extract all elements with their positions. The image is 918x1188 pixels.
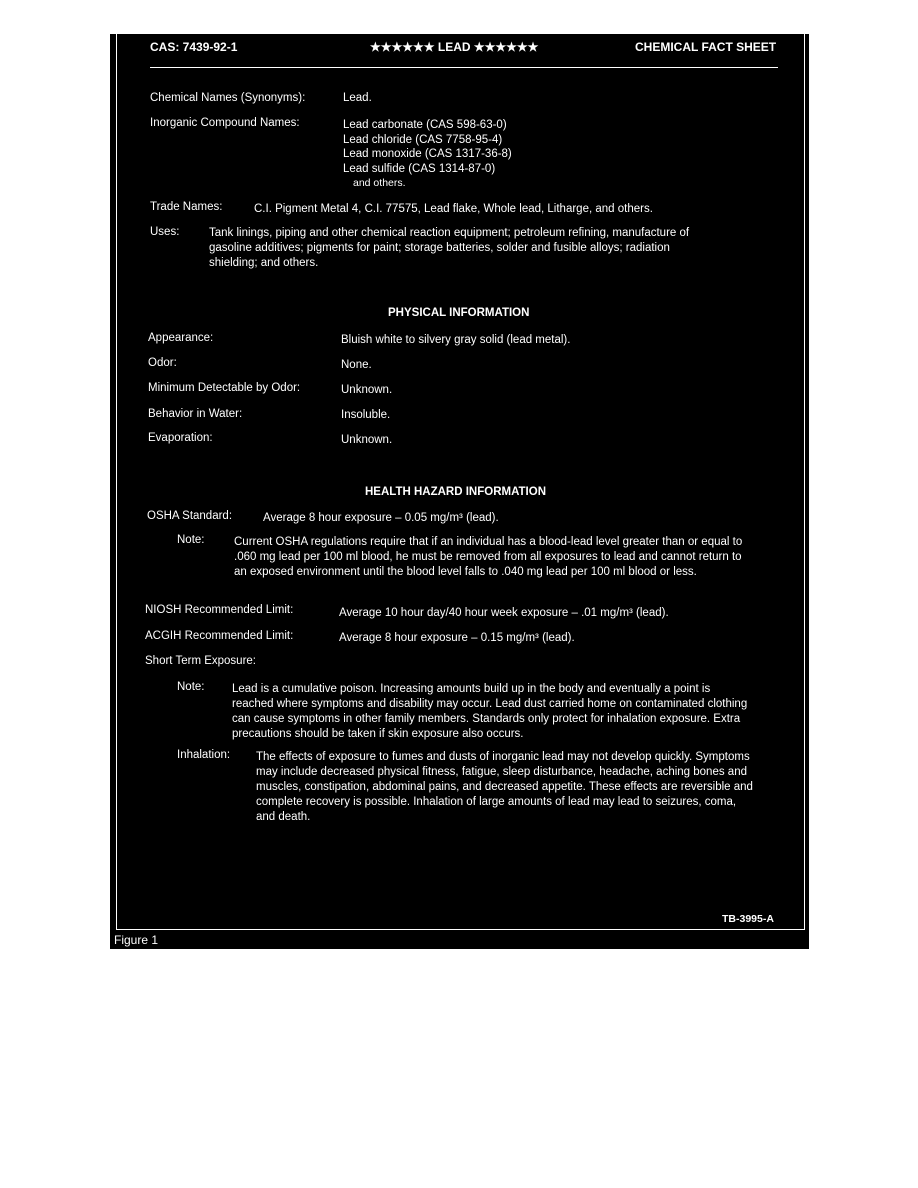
synonyms-label: Chemical Names (Synonyms): <box>150 92 306 104</box>
odor-value: None. <box>341 359 372 371</box>
inhalation-text: The effects of exposure to fumes and dusts of inorganic lead may not develop quickly. Symptoms may include decreased physical fitness, fatigue, sleep disturbance, headache, aching bones and muscles, constipation, abdominal pains, and decreased appetite. These effects are reversible and complete recovery is possible. Inhalation of large amounts of lead may lead to seizures, coma, and death. <box>256 751 753 823</box>
list-item: Lead chloride (CAS 7758-95-4) <box>343 133 503 146</box>
osha-label: OSHA Standard: <box>147 510 233 522</box>
cumulative-note-text: Lead is a cumulative poison. Increasing amounts build up in the body and eventually a point is reached where symptoms and disability may occur. Lead dust carried home on contaminated clothing can cause symptoms in other family members. Standards only protect for inhalation exposure. Extra precautions should be taken if skin exposure also occurs. <box>232 683 748 740</box>
inorganic-list <box>343 118 512 191</box>
niosh-label: NIOSH Recommended Limit: <box>145 604 294 616</box>
physical-heading: PHYSICAL INFORMATION <box>388 307 530 319</box>
odor-label: Odor: <box>148 357 177 369</box>
water-behavior-label: Behavior in Water: <box>148 408 243 420</box>
inhalation-description <box>256 750 756 825</box>
short-term-label: Short Term Exposure: <box>145 655 257 667</box>
water-behavior-value: Insoluble. <box>341 409 391 421</box>
uses-value <box>209 226 719 271</box>
odor-threshold-value: Unknown. <box>341 384 393 396</box>
health-heading: HEALTH HAZARD INFORMATION <box>365 486 546 498</box>
list-item: and others. <box>353 177 406 189</box>
cumulative-note <box>232 682 752 742</box>
sheet-title: ★★★★★★ LEAD ★★★★★★ <box>370 40 539 54</box>
list-item: Lead sulfide (CAS 1314-87-0) <box>343 162 496 175</box>
document-code: TB-3995-A <box>722 913 774 925</box>
osha-note <box>234 535 749 580</box>
odor-threshold-label: Minimum Detectable by Odor: <box>148 382 301 394</box>
evaporation-label: Evaporation: <box>148 432 213 444</box>
uses-label: Uses: <box>150 226 180 238</box>
acgih-value: Average 8 hour exposure – 0.15 mg/m³ (lead). <box>339 632 575 644</box>
synonyms-value: Lead. <box>343 92 372 104</box>
trade-names-value: C.I. Pigment Metal 4, C.I. 77575, Lead flake, Whole lead, Litharge, and others. <box>254 203 653 215</box>
list-item: Lead carbonate (CAS 598-63-0) <box>343 119 507 131</box>
header-divider <box>150 67 778 68</box>
appearance-label: Appearance: <box>148 332 214 344</box>
document-type: CHEMICAL FACT SHEET <box>635 40 777 54</box>
trade-names-label: Trade Names: <box>150 201 223 213</box>
figure-caption: Figure 1 <box>114 933 159 947</box>
note-label: Note: <box>177 681 205 693</box>
cas-number: CAS: 7439-92-1 <box>150 40 238 54</box>
osha-note-text: Current OSHA regulations require that if an individual has a blood-lead level greater than or equal to .060 mg lead per 100 ml blood, he must be removed from all exposures to lead and cannot return to an exposed environment until the blood level falls to .040 mg lead per 100 ml blood or less. <box>234 536 743 578</box>
uses-text: Tank linings, piping and other chemical reaction equipment; petroleum refining, manufacture of gasoline additives; pigments for paint; storage batteries, solder and fusible alloys; radiation shielding; and others. <box>209 227 690 269</box>
inorganic-label: Inorganic Compound Names: <box>150 117 300 129</box>
niosh-value: Average 10 hour day/40 hour week exposure – .01 mg/m³ (lead). <box>339 607 669 619</box>
appearance-value: Bluish white to silvery gray solid (lead metal). <box>341 334 571 346</box>
fact-sheet-figure <box>110 34 809 949</box>
inhalation-label: Inhalation: <box>177 749 231 761</box>
evaporation-value: Unknown. <box>341 434 393 446</box>
note-label: Note: <box>177 534 205 546</box>
acgih-label: ACGIH Recommended Limit: <box>145 630 294 642</box>
list-item: Lead monoxide (CAS 1317-36-8) <box>343 148 512 160</box>
osha-value: Average 8 hour exposure – 0.05 mg/m³ (lead). <box>263 512 499 524</box>
